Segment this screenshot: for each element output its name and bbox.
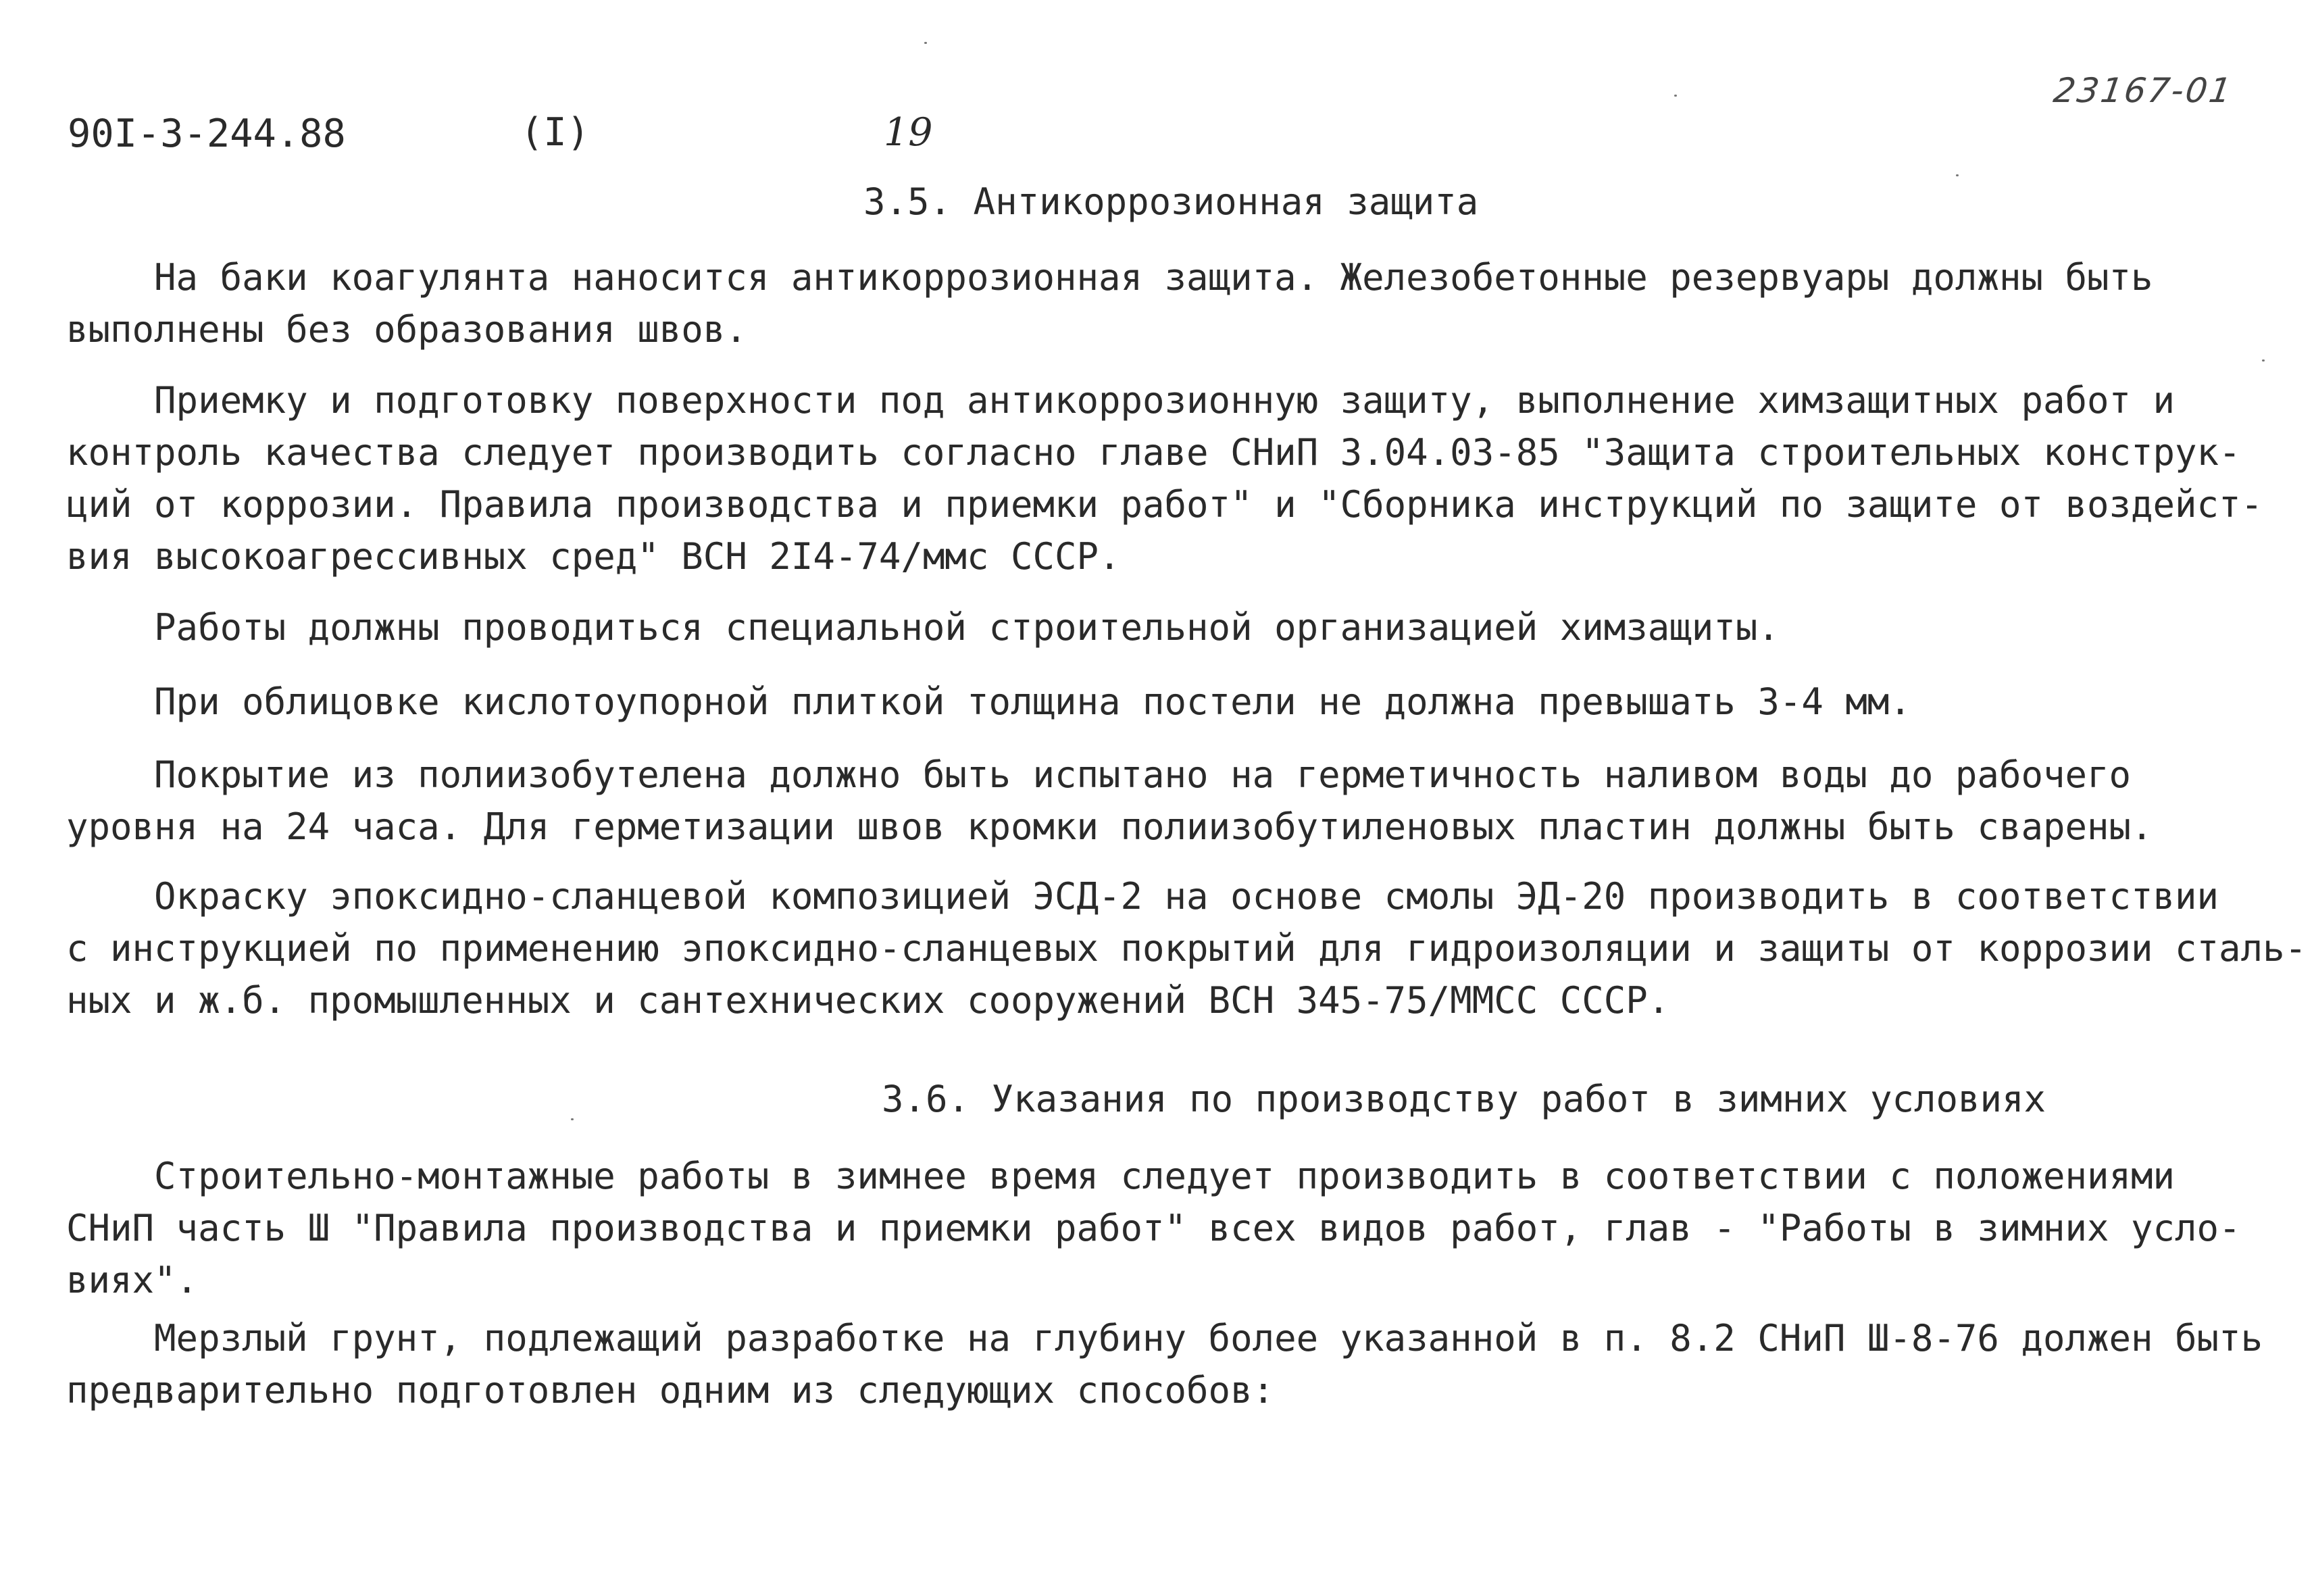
text-line: виях".: [66, 1259, 199, 1301]
inventory-number-handwritten: 23167-01: [2051, 71, 2236, 110]
text-line: ций от коррозии. Правила производства и приемки работ" и "Сборника инструкций по защите от воздейст-: [66, 483, 2263, 526]
paragraph-3-5-4: [66, 676, 2262, 728]
paragraph-3-5-6: [66, 870, 2307, 1026]
text-line: СНиП часть Ш "Правила производства и приемки работ" всех видов работ, глав - "Работы в зимних усло-: [66, 1207, 2241, 1249]
text-line: контроль качества следует производить согласно главе СНиП 3.04.03-85 "Защита строительных конструк-: [66, 431, 2241, 474]
page-number: 19: [884, 110, 933, 155]
text-line: ных и ж.б. промышленных и сантехнических сооружений ВСН 345-75/ММСС СССР.: [66, 979, 1670, 1022]
scan-speck: [571, 1118, 574, 1120]
scan-speck: [1956, 174, 1959, 176]
paragraph-3-6-2: [66, 1312, 2262, 1416]
text-line: предварительно подготовлен одним из следующих способов:: [66, 1369, 1275, 1412]
scan-speck: [2262, 359, 2265, 361]
sheet-number: (I): [520, 110, 590, 155]
paragraph-3-5-5: [66, 749, 2262, 853]
text-line: Мерзлый грунт, подлежащий разработке на глубину более указанной в п. 8.2 СНиП Ш-8-76 должен быть: [66, 1317, 2263, 1360]
text-line: Работы должны проводиться специальной строительной организацией химзащиты.: [66, 606, 1780, 649]
paragraph-3-5-2: [66, 374, 2262, 582]
text-line: На баки коагулянта наносится антикоррозионная защита. Железобетонные резервуары должны быть: [66, 256, 2153, 299]
text-line: Строительно-монтажные работы в зимнее время следует производить в соответствии с положениями: [66, 1155, 2175, 1197]
paragraph-3-6-1: [66, 1150, 2262, 1306]
text-line: выполнены без образования швов.: [66, 308, 747, 351]
text-line: При облицовке кислотоупорной плиткой толщина постели не должна превышать 3-4 мм.: [66, 680, 1911, 723]
text-line: Покрытие из полиизобутелена должно быть испытано на герметичность наливом воды до рабочего: [66, 753, 2132, 796]
paragraph-3-5-3: [66, 601, 2262, 653]
scan-speck: [924, 42, 927, 44]
text-line: вия высокоагрессивных сред" ВСН 2I4-74/ммс СССР.: [66, 535, 1121, 578]
scan-speck: [1674, 95, 1677, 97]
section-3-5-heading: 3.5. Антикоррозионная защита: [863, 180, 1479, 223]
paragraph-3-5-1: [66, 251, 2262, 355]
text-line: Приемку и подготовку поверхности под антикоррозионную защиту, выполнение химзащитных работ и: [66, 379, 2175, 422]
text-line: уровня на 24 часа. Для герметизации швов кромки полиизобутиленовых пластин должны быть сварены.: [66, 805, 2153, 848]
text-line: Окраску эпоксидно-сланцевой композицией ЭСД-2 на основе смолы ЭД-20 производить в соответствии: [66, 875, 2219, 918]
document-code: 90I-3-244.88: [68, 111, 346, 156]
section-3-6-heading: 3.6. Указания по производству работ в зимних условиях: [882, 1078, 2046, 1120]
text-line: с инструкцией по применению эпоксидно-сланцевых покрытий для гидроизоляции и защиты от коррозии сталь-: [66, 927, 2307, 970]
